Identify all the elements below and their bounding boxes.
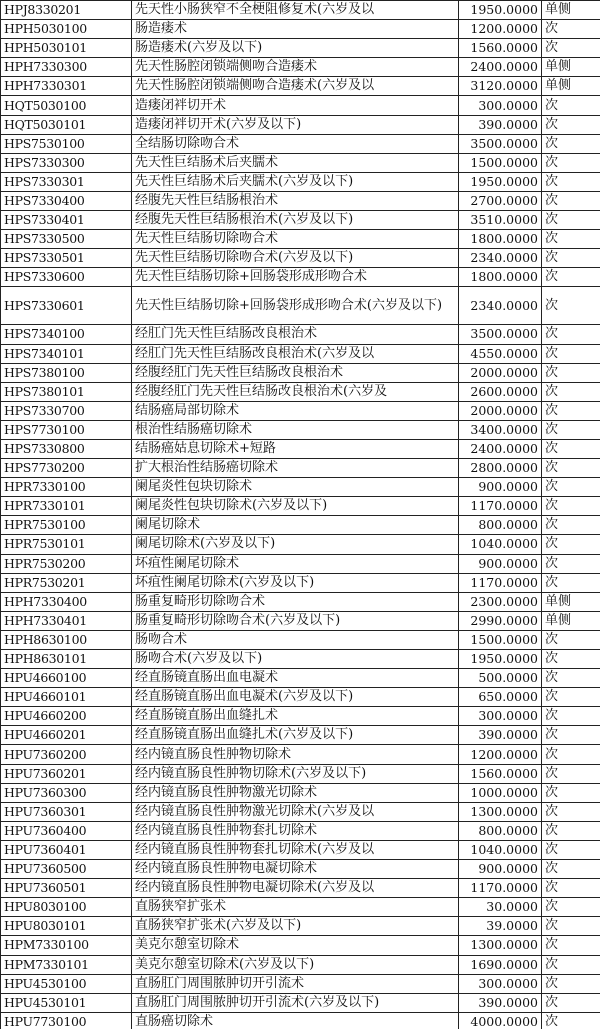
price-cell: 1560.0000 <box>459 39 542 58</box>
code-cell: HPU7360501 <box>1 879 132 898</box>
code-cell: HPS7330401 <box>1 211 132 230</box>
table-row <box>1 497 600 516</box>
price-cell: 3510.0000 <box>459 211 542 230</box>
code-cell: HPS7730200 <box>1 459 132 478</box>
name-cell: 结肠癌局部切除术 <box>132 401 459 420</box>
code-cell: HPU4660201 <box>1 726 132 745</box>
unit-cell: 次 <box>542 191 600 210</box>
code-cell: HPU4660101 <box>1 688 132 707</box>
code-cell: HPS7380100 <box>1 363 132 382</box>
table-row <box>1 191 600 210</box>
code-cell: HPU7360500 <box>1 860 132 879</box>
name-cell: 经内镜直肠良性肿物切除术(六岁及以下) <box>132 764 459 783</box>
name-cell: 经内镜直肠良性肿物套扎切除术 <box>132 821 459 840</box>
name-cell: 先天性巨结肠术后夹臑术(六岁及以下) <box>132 172 459 191</box>
price-cell: 1950.0000 <box>459 1 542 20</box>
unit-cell: 次 <box>542 707 600 726</box>
table-row <box>1 459 600 478</box>
unit-cell: 次 <box>542 172 600 191</box>
name-cell: 造瘘闭袢切开术(六岁及以下) <box>132 115 459 134</box>
price-cell: 1950.0000 <box>459 650 542 669</box>
table-row <box>1 764 600 783</box>
name-cell: 阑尾炎性包块切除术(六岁及以下) <box>132 497 459 516</box>
unit-cell: 次 <box>542 439 600 458</box>
table-row <box>1 592 600 611</box>
price-cell: 1170.0000 <box>459 497 542 516</box>
name-cell: 美克尔憩室切除术(六岁及以下) <box>132 955 459 974</box>
name-cell: 先天性小肠狭窄不全梗阻修复术(六岁及以 <box>132 1 459 20</box>
table-row <box>1 420 600 439</box>
code-cell: HPH5030100 <box>1 20 132 39</box>
name-cell: 经肛门先天性巨结肠改良根治术(六岁及以 <box>132 344 459 363</box>
unit-cell: 次 <box>542 115 600 134</box>
price-cell: 1500.0000 <box>459 153 542 172</box>
table-row <box>1 860 600 879</box>
table-row <box>1 172 600 191</box>
code-cell: HPS7330601 <box>1 287 132 325</box>
name-cell: 经内镜直肠良性肿物套扎切除术(六岁及以 <box>132 840 459 859</box>
code-cell: HPR7530101 <box>1 535 132 554</box>
price-cell: 1040.0000 <box>459 840 542 859</box>
code-cell: HPU7360201 <box>1 764 132 783</box>
name-cell: 扩大根治性结肠癌切除术 <box>132 459 459 478</box>
code-cell: HPM7330101 <box>1 955 132 974</box>
table-row <box>1 1 600 20</box>
unit-cell: 次 <box>542 630 600 649</box>
name-cell: 先天性巨结肠切除+回肠袋形成形吻合术(六岁及以下) <box>132 287 459 325</box>
name-cell: 阑尾炎性包块切除术 <box>132 478 459 497</box>
unit-cell: 单侧 <box>542 592 600 611</box>
unit-cell: 单侧 <box>542 58 600 77</box>
unit-cell: 单侧 <box>542 77 600 96</box>
code-cell: HPS7330301 <box>1 172 132 191</box>
table-row <box>1 153 600 172</box>
table-row <box>1 840 600 859</box>
code-cell: HPS7730100 <box>1 420 132 439</box>
table-row <box>1 611 600 630</box>
unit-cell: 次 <box>542 420 600 439</box>
price-cell: 390.0000 <box>459 726 542 745</box>
name-cell: 根治性结肠癌切除术 <box>132 420 459 439</box>
price-cell: 800.0000 <box>459 516 542 535</box>
name-cell: 肠重复畸形切除吻合术 <box>132 592 459 611</box>
price-cell: 2340.0000 <box>459 287 542 325</box>
table-row <box>1 58 600 77</box>
unit-cell: 次 <box>542 478 600 497</box>
table-row <box>1 478 600 497</box>
unit-cell: 次 <box>542 39 600 58</box>
price-cell: 3500.0000 <box>459 134 542 153</box>
price-cell: 390.0000 <box>459 993 542 1012</box>
unit-cell: 次 <box>542 879 600 898</box>
table-row <box>1 745 600 764</box>
unit-cell: 次 <box>542 688 600 707</box>
price-cell: 1170.0000 <box>459 879 542 898</box>
code-cell: HPR7530200 <box>1 554 132 573</box>
code-cell: HPU4660100 <box>1 669 132 688</box>
table-row <box>1 707 600 726</box>
unit-cell: 次 <box>542 726 600 745</box>
name-cell: 肠造瘘术 <box>132 20 459 39</box>
price-cell: 300.0000 <box>459 707 542 726</box>
table-row <box>1 96 600 115</box>
name-cell: 经内镜直肠良性肿物激光切除术(六岁及以 <box>132 802 459 821</box>
price-cell: 2400.0000 <box>459 439 542 458</box>
code-cell: HPH7330400 <box>1 592 132 611</box>
price-cell: 1040.0000 <box>459 535 542 554</box>
unit-cell: 次 <box>542 211 600 230</box>
unit-cell: 次 <box>542 287 600 325</box>
table-row <box>1 268 600 287</box>
price-cell: 2300.0000 <box>459 592 542 611</box>
unit-cell: 次 <box>542 917 600 936</box>
table-row <box>1 630 600 649</box>
unit-cell: 次 <box>542 20 600 39</box>
code-cell: HPH7330300 <box>1 58 132 77</box>
table-row <box>1 535 600 554</box>
code-cell: HPM7330100 <box>1 936 132 955</box>
unit-cell: 次 <box>542 134 600 153</box>
price-cell: 3400.0000 <box>459 420 542 439</box>
price-cell: 2400.0000 <box>459 58 542 77</box>
price-cell: 2800.0000 <box>459 459 542 478</box>
name-cell: 阑尾切除术(六岁及以下) <box>132 535 459 554</box>
table-row <box>1 993 600 1012</box>
unit-cell: 次 <box>542 1012 600 1029</box>
price-cell: 1690.0000 <box>459 955 542 974</box>
price-cell: 900.0000 <box>459 860 542 879</box>
unit-cell: 次 <box>542 230 600 249</box>
table-row <box>1 955 600 974</box>
code-cell: HPS7330501 <box>1 249 132 268</box>
price-table-body <box>1 1 600 1029</box>
table-row <box>1 344 600 363</box>
code-cell: HPS7330800 <box>1 439 132 458</box>
unit-cell: 次 <box>542 363 600 382</box>
table-row <box>1 230 600 249</box>
name-cell: 直肠狭窄扩张术(六岁及以下) <box>132 917 459 936</box>
table-row <box>1 669 600 688</box>
unit-cell: 次 <box>542 535 600 554</box>
price-cell: 39.0000 <box>459 917 542 936</box>
unit-cell: 次 <box>542 955 600 974</box>
table-row <box>1 917 600 936</box>
price-cell: 1500.0000 <box>459 630 542 649</box>
unit-cell: 次 <box>542 459 600 478</box>
code-cell: HPS7380101 <box>1 382 132 401</box>
table-row <box>1 401 600 420</box>
unit-cell: 次 <box>542 344 600 363</box>
price-cell: 30.0000 <box>459 898 542 917</box>
code-cell: HPU7360400 <box>1 821 132 840</box>
code-cell: HPS7530100 <box>1 134 132 153</box>
code-cell: HPU7360200 <box>1 745 132 764</box>
table-row <box>1 936 600 955</box>
code-cell: HPU7360401 <box>1 840 132 859</box>
code-cell: HPS7330400 <box>1 191 132 210</box>
price-cell: 650.0000 <box>459 688 542 707</box>
name-cell: 肠吻合术 <box>132 630 459 649</box>
table-row <box>1 821 600 840</box>
name-cell: 先天性肠腔闭锁端侧吻合造瘘术 <box>132 58 459 77</box>
price-cell: 3120.0000 <box>459 77 542 96</box>
table-row <box>1 39 600 58</box>
table-row <box>1 1012 600 1029</box>
table-row <box>1 516 600 535</box>
code-cell: HPJ8330201 <box>1 1 132 20</box>
name-cell: 经直肠镜直肠出血电凝术(六岁及以下) <box>132 688 459 707</box>
table-row <box>1 439 600 458</box>
price-cell: 2700.0000 <box>459 191 542 210</box>
unit-cell: 次 <box>542 268 600 287</box>
table-row <box>1 650 600 669</box>
table-row <box>1 211 600 230</box>
code-cell: HPH8630101 <box>1 650 132 669</box>
code-cell: HPU7730100 <box>1 1012 132 1029</box>
name-cell: 结肠癌姑息切除术+短路 <box>132 439 459 458</box>
code-cell: HPH7330401 <box>1 611 132 630</box>
price-cell: 3500.0000 <box>459 325 542 344</box>
price-cell: 900.0000 <box>459 478 542 497</box>
unit-cell: 次 <box>542 96 600 115</box>
name-cell: 直肠肛门周围脓肿切开引流术 <box>132 974 459 993</box>
name-cell: 经内镜直肠良性肿物激光切除术 <box>132 783 459 802</box>
price-cell: 900.0000 <box>459 554 542 573</box>
price-cell: 2000.0000 <box>459 363 542 382</box>
name-cell: 直肠癌切除术 <box>132 1012 459 1029</box>
code-cell: HPU4530100 <box>1 974 132 993</box>
name-cell: 经直肠镜直肠出血缝扎术(六岁及以下) <box>132 726 459 745</box>
name-cell: 直肠肛门周围脓肿切开引流术(六岁及以下) <box>132 993 459 1012</box>
name-cell: 全结肠切除吻合术 <box>132 134 459 153</box>
unit-cell: 次 <box>542 153 600 172</box>
price-cell: 1200.0000 <box>459 745 542 764</box>
name-cell: 肠重复畸形切除吻合术(六岁及以下) <box>132 611 459 630</box>
table-row <box>1 249 600 268</box>
name-cell: 肠造瘘术(六岁及以下) <box>132 39 459 58</box>
name-cell: 先天性巨结肠术后夹臑术 <box>132 153 459 172</box>
price-cell: 1300.0000 <box>459 936 542 955</box>
code-cell: HPH8630100 <box>1 630 132 649</box>
unit-cell: 次 <box>542 860 600 879</box>
price-cell: 2600.0000 <box>459 382 542 401</box>
name-cell: 经腹先天性巨结肠根治术 <box>132 191 459 210</box>
unit-cell: 次 <box>542 573 600 592</box>
table-row <box>1 879 600 898</box>
code-cell: HPS7340100 <box>1 325 132 344</box>
price-cell: 1800.0000 <box>459 268 542 287</box>
price-cell: 1800.0000 <box>459 230 542 249</box>
price-cell: 1200.0000 <box>459 20 542 39</box>
table-row <box>1 573 600 592</box>
unit-cell: 次 <box>542 783 600 802</box>
unit-cell: 次 <box>542 382 600 401</box>
table-row <box>1 325 600 344</box>
unit-cell: 单侧 <box>542 611 600 630</box>
unit-cell: 次 <box>542 516 600 535</box>
unit-cell: 次 <box>542 669 600 688</box>
unit-cell: 次 <box>542 764 600 783</box>
price-cell: 300.0000 <box>459 974 542 993</box>
unit-cell: 次 <box>542 840 600 859</box>
price-cell: 300.0000 <box>459 96 542 115</box>
name-cell: 美克尔憩室切除术 <box>132 936 459 955</box>
name-cell: 经内镜直肠良性肿物电凝切除术(六岁及以 <box>132 879 459 898</box>
unit-cell: 次 <box>542 650 600 669</box>
unit-cell: 次 <box>542 993 600 1012</box>
table-row <box>1 974 600 993</box>
code-cell: HPU7360300 <box>1 783 132 802</box>
code-cell: HPU8030101 <box>1 917 132 936</box>
unit-cell: 次 <box>542 974 600 993</box>
unit-cell: 次 <box>542 325 600 344</box>
code-cell: HPR7530100 <box>1 516 132 535</box>
price-cell: 4000.0000 <box>459 1012 542 1029</box>
table-row <box>1 382 600 401</box>
name-cell: 经腹经肛门先天性巨结肠改良根治术(六岁及 <box>132 382 459 401</box>
unit-cell: 单侧 <box>542 1 600 20</box>
name-cell: 先天性肠腔闭锁端侧吻合造瘘术(六岁及以 <box>132 77 459 96</box>
code-cell: HPR7330101 <box>1 497 132 516</box>
table-row <box>1 134 600 153</box>
code-cell: HPS7330600 <box>1 268 132 287</box>
code-cell: HPR7330100 <box>1 478 132 497</box>
unit-cell: 次 <box>542 802 600 821</box>
table-row <box>1 783 600 802</box>
unit-cell: 次 <box>542 936 600 955</box>
name-cell: 经腹经肛门先天性巨结肠改良根治术 <box>132 363 459 382</box>
name-cell: 经内镜直肠良性肿物电凝切除术 <box>132 860 459 879</box>
name-cell: 先天性巨结肠切除吻合术(六岁及以下) <box>132 249 459 268</box>
code-cell: HPU8030100 <box>1 898 132 917</box>
name-cell: 先天性巨结肠切除吻合术 <box>132 230 459 249</box>
price-cell: 1560.0000 <box>459 764 542 783</box>
price-cell: 2990.0000 <box>459 611 542 630</box>
unit-cell: 次 <box>542 821 600 840</box>
unit-cell: 次 <box>542 745 600 764</box>
name-cell: 经肛门先天性巨结肠改良根治术 <box>132 325 459 344</box>
code-cell: HPU7360301 <box>1 802 132 821</box>
code-cell: HPH7330301 <box>1 77 132 96</box>
unit-cell: 次 <box>542 401 600 420</box>
name-cell: 坏疽性阑尾切除术(六岁及以下) <box>132 573 459 592</box>
price-cell: 2340.0000 <box>459 249 542 268</box>
price-cell: 1000.0000 <box>459 783 542 802</box>
name-cell: 经腹先天性巨结肠根治术(六岁及以下) <box>132 211 459 230</box>
table-row <box>1 726 600 745</box>
code-cell: HPS7330300 <box>1 153 132 172</box>
name-cell: 经直肠镜直肠出血电凝术 <box>132 669 459 688</box>
price-cell: 1300.0000 <box>459 802 542 821</box>
price-cell: 500.0000 <box>459 669 542 688</box>
name-cell: 经直肠镜直肠出血缝扎术 <box>132 707 459 726</box>
table-row <box>1 287 600 325</box>
code-cell: HPH5030101 <box>1 39 132 58</box>
name-cell: 造瘘闭袢切开术 <box>132 96 459 115</box>
price-cell: 390.0000 <box>459 115 542 134</box>
unit-cell: 次 <box>542 249 600 268</box>
table-row <box>1 363 600 382</box>
table-row <box>1 688 600 707</box>
code-cell: HPU4530101 <box>1 993 132 1012</box>
name-cell: 直肠狭窄扩张术 <box>132 898 459 917</box>
price-cell: 2000.0000 <box>459 401 542 420</box>
code-cell: HPU4660200 <box>1 707 132 726</box>
table-row <box>1 20 600 39</box>
unit-cell: 次 <box>542 497 600 516</box>
code-cell: HPS7340101 <box>1 344 132 363</box>
table-row <box>1 554 600 573</box>
price-cell: 1170.0000 <box>459 573 542 592</box>
code-cell: HPR7530201 <box>1 573 132 592</box>
code-cell: HQT5030100 <box>1 96 132 115</box>
table-row <box>1 898 600 917</box>
table-row <box>1 802 600 821</box>
code-cell: HPS7330700 <box>1 401 132 420</box>
table-row <box>1 77 600 96</box>
table-row <box>1 115 600 134</box>
unit-cell: 次 <box>542 898 600 917</box>
name-cell: 先天性巨结肠切除+回肠袋形成形吻合术 <box>132 268 459 287</box>
code-cell: HPS7330500 <box>1 230 132 249</box>
price-cell: 1950.0000 <box>459 172 542 191</box>
unit-cell: 次 <box>542 554 600 573</box>
name-cell: 阑尾切除术 <box>132 516 459 535</box>
name-cell: 经内镜直肠良性肿物切除术 <box>132 745 459 764</box>
name-cell: 肠吻合术(六岁及以下) <box>132 650 459 669</box>
name-cell: 坏疽性阑尾切除术 <box>132 554 459 573</box>
code-cell: HQT5030101 <box>1 115 132 134</box>
price-cell: 800.0000 <box>459 821 542 840</box>
price-cell: 4550.0000 <box>459 344 542 363</box>
